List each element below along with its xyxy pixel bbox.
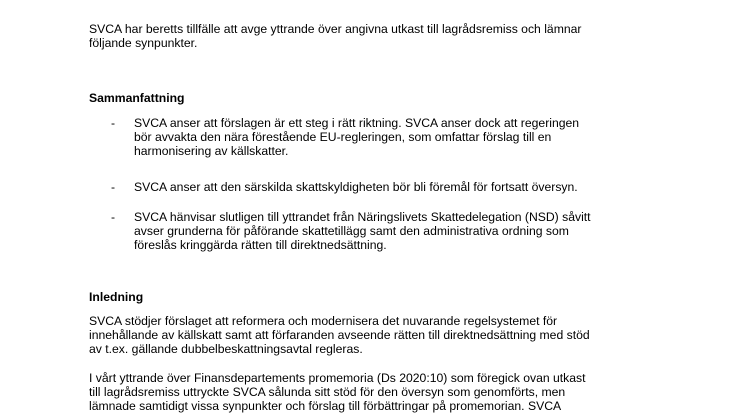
intro-line: följande synpunkter. bbox=[89, 36, 198, 51]
bullet-line: SVCA anser att den särskilda skattskyldigheten bör bli föremål för fortsatt översyn. bbox=[134, 180, 578, 194]
introduction-paragraph bbox=[89, 371, 689, 414]
bullet-dash: - bbox=[111, 180, 116, 194]
intro-line: SVCA har beretts tillfälle att avge yttrande över angivna utkast till lagrådsremiss och lämnar bbox=[89, 22, 582, 36]
bullet-text bbox=[134, 116, 654, 159]
bullet-line: avser grunderna för påförande skattetillägg samt den administrativa ordning som bbox=[134, 224, 569, 239]
bullet-line: SVCA hänvisar slutligen till yttrandet från Näringslivets Skattedelegation (NSD) såvitt bbox=[134, 210, 591, 224]
bullet-dash: - bbox=[111, 116, 116, 130]
paragraph-line: SVCA stödjer förslaget att reformera och modernisera det nuvarande regelsystemet för bbox=[89, 314, 558, 328]
paragraph-line: lämnade samtidigt vissa synpunkter och förslag till förbättringar på promemorian. SVCA bbox=[89, 399, 562, 414]
bullet-text bbox=[134, 210, 654, 253]
summary-heading: Sammanfattning bbox=[89, 91, 185, 105]
bullet-line: bör avvakta den nära förestående EU-regleringen, som omfattar förslag till en bbox=[134, 130, 552, 145]
paragraph-line: av t.ex. gällande dubbelbeskattningsavtal regleras. bbox=[89, 342, 363, 357]
bullet-line: föreslås kringgärda rätten till direktnedsättning. bbox=[134, 238, 387, 253]
bullet-line: harmonisering av källskatter. bbox=[134, 144, 289, 159]
intro-paragraph bbox=[89, 22, 689, 50]
bullet-dash: - bbox=[111, 210, 116, 224]
paragraph-line: I vårt yttrande över Finansdepartements promemoria (Ds 2020:10) som föregick ovan utkast bbox=[89, 371, 586, 385]
paragraph-line: till lagrådsremiss uttryckte SVCA sålunda sitt stöd för den översyn som genomförts, men bbox=[89, 385, 566, 400]
introduction-paragraph bbox=[89, 314, 689, 357]
paragraph-line: innehållande av källskatt samt att förfaranden avseende rätten till direktnedsättning med stöd bbox=[89, 328, 590, 343]
bullet-line: SVCA anser att förslagen är ett steg i rätt riktning. SVCA anser dock att regeringen bbox=[134, 116, 580, 130]
introduction-heading: Inledning bbox=[89, 290, 144, 304]
bullet-text bbox=[134, 180, 654, 194]
